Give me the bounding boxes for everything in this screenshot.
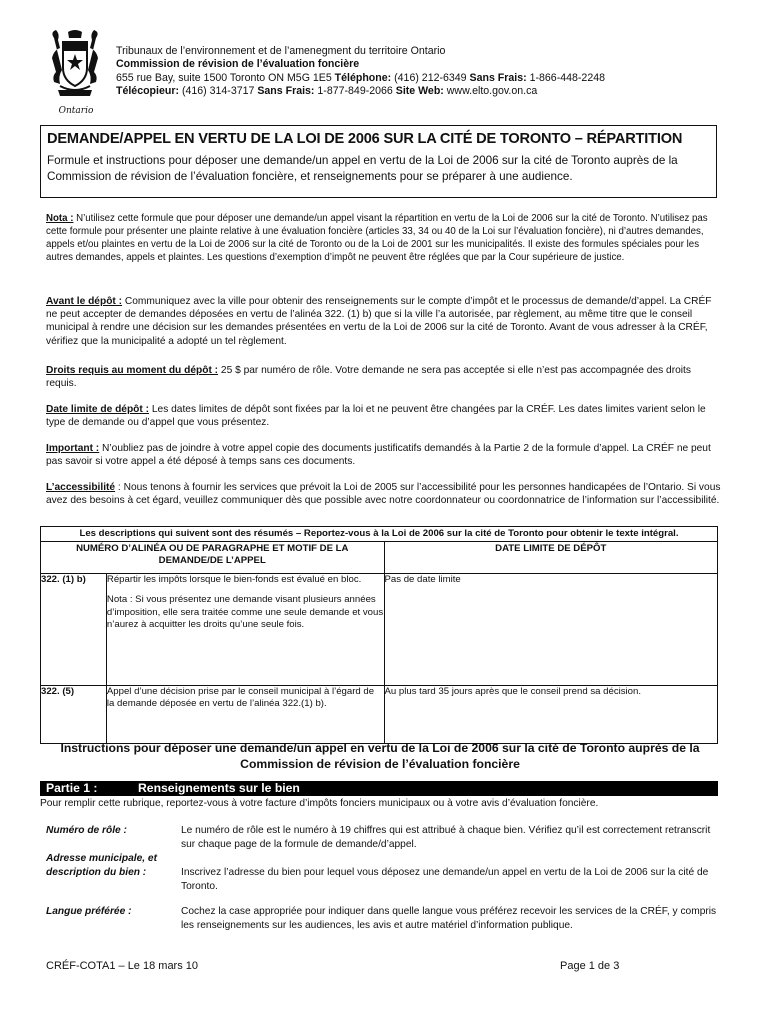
table-header-row — [41, 542, 718, 574]
definition-text: Le numéro de rôle est le numéro à 19 chiffres qui est attribué à chaque bien. Vérifiez qu’il est correctement retranscrit sur chaque page de la formule de demande/d’appel. — [181, 825, 711, 850]
table-banner-row — [41, 527, 718, 542]
summary-table — [40, 526, 718, 744]
deadline-cell: Au plus tard 35 jours après que le conseil prend sa décision. — [384, 686, 718, 744]
form-code-footer: CRÉF-COTA1 – Le 18 mars 10 — [46, 960, 199, 972]
logo-caption: Ontario — [58, 106, 94, 116]
definition-text: Inscrivez l’adresse du bien pour lequel vous déposez une demande/un appel en vertu de la Loi de 2006 sur la cité de Toronto. — [181, 867, 709, 892]
nota-paragraph: Nota : N’utilisez cette formule que pour déposer une demande/un appel visant la répartition en vertu de la Loi de 2006 sur la cité de Toronto. N’utilisez pas cette formule pour présenter une plainte relative à une évaluation foncière (articles 33, 34 ou 40 de la Loi sur l’évaluation foncière), ni d’autres demandes, appels et/ou plaintes en vertu de la Loi de 2006 sur la cité de Toronto ou de la Loi de 2001 sur les municipalités. Il existe des formules spéciales pour les autres demandes, appels et plaintes. Les questions d’exemption d’impôt ne peuvent être réglées que par la Cour supérieure de justice. — [46, 213, 708, 264]
part1-header-bar — [40, 781, 718, 796]
reason-cell: Appel d’une décision prise par le conseil municipal à l’égard de la demande déposée en vertu de l’alinéa 322.(1) b). — [106, 686, 384, 744]
deadline-cell: Pas de date limite — [384, 574, 718, 686]
contact-line: Télécopieur: (416) 314-3717 Sans Frais: 1-877-849-2066 Site Web: www.elto.gov.on.ca — [116, 85, 538, 98]
reason-text: Répartir les impôts lorsque le bien-fonds est évalué en bloc. — [106, 574, 362, 585]
agency-name: Tribunaux de l’environnement et de l’amenegment du territoire Ontario — [116, 45, 446, 57]
part1-title: Renseignements sur le bien — [138, 781, 300, 795]
section-number: 322. (5) — [41, 686, 107, 744]
table-banner: Les descriptions qui suivent sont des résumés – Reportez-vous à la Loi de 2006 sur la cité de Toronto pour obtenir le texte intégral. — [41, 527, 718, 542]
important-paragraph: Important : N’oubliez pas de joindre à votre appel copie des documents justificatifs demandés à la Partie 2 de la formule d’appel. La CRÉF ne peut pas savoir si votre appel a été déposé à temps sans ces documents. — [46, 443, 711, 468]
accessibility-paragraph: L’accessibilité : Nous tenons à fournir les services que prévoit la Loi de 2005 sur l’accessibilité pour les personnes handicapées de l’Ontario. Si vous avez des besoins à cet égard, veuillez communiquer dès que possible avec notre coordonnateur ou coordonnatrice de l’information sur l’accessibilité. — [46, 482, 721, 507]
definition-term: Numéro de rôle : — [46, 825, 127, 836]
part1-label: Partie 1 : — [46, 781, 98, 795]
fees-paragraph: Droits requis au moment du dépôt : 25 $ par numéro de rôle. Votre demande ne sera pas acceptée si elle n’est pas accompagnée des droits requis. — [46, 365, 691, 390]
page-number-footer: Page 1 de 3 — [560, 960, 620, 972]
deadline-paragraph: Date limite de dépôt : Les dates limites de dépôt sont fixées par la loi et ne peuvent être changées par la CRÉF. Les dates limites varient selon le type de demande ou d’appel que vous présentez. — [46, 404, 706, 429]
table-row — [41, 574, 718, 686]
document-title: DEMANDE/APPEL EN VERTU DE LA LOI DE 2006 SUR LA CITÉ DE TORONTO – RÉPARTITION — [47, 131, 683, 147]
before-filing-paragraph: Avant le dépôt : Communiquez avec la ville pour obtenir des renseignements sur le compte d’impôt et le processus de demande/d’appel. La CRÉF ne peut accepter de demandes déposées en vertu de l’alinéa 322. (1) b) que si la ville l’a autorisée, par règlement, au même titre que le conseil municipal à rendre une décision sur les demandes présentées en vertu de la Loi de 2006 sur la cité de Toronto. Avant de vous adresser à la CRÉF, vérifiez que la municipalité a adopté un tel règlement. — [46, 296, 712, 347]
definition-text: Cochez la case appropriée pour indiquer dans quelle langue vous préférez recevoir les services de la CRÉF, y compris les renseignements sur les audiences, les avis et autre matériel d’information publique. — [181, 906, 717, 931]
address-line: 655 rue Bay, suite 1500 Toronto ON M5G 1E5 Téléphone: (416) 212-6349 Sans Frais: 1-866-448-2248 — [116, 71, 605, 84]
definition-term: Langue préférée : — [46, 906, 132, 917]
instructions-heading: Instructions pour déposer une demande/un appel en vertu de la Loi de 2006 sur la cité de Toronto auprès de la Commission de révision de l’évaluation foncière — [60, 741, 700, 771]
board-name: Commission de révision de l’évaluation foncière — [116, 58, 360, 71]
column-header-reason: NUMÉRO D’ALINÉA OU DE PARAGRAPHE ET MOTIF DE LA DEMANDE/DE L’APPEL — [41, 542, 385, 574]
table-row — [41, 686, 718, 744]
reason-note: Nota : Si vous présentez une demande visant plusieurs années d’imposition, elle sera traitée comme une seule demande et vous n’aurez à acquitter les droits qu’une seule fois. — [106, 594, 384, 631]
title-box — [40, 125, 717, 198]
document-subtitle: Formule et instructions pour déposer une demande/un appel en vertu de la Loi de 2006 sur la cité de Toronto auprès de la Commission de révision de l’évaluation foncière, et renseignements pour se préparer à une audience. — [47, 154, 678, 183]
definition-term: Adresse municipale, et description du bien : — [46, 853, 157, 878]
column-header-deadline: DATE LIMITE DE DÉPÔT — [384, 542, 718, 574]
reason-cell — [106, 574, 384, 686]
section-number: 322. (1) b) — [41, 574, 107, 686]
agency-header — [116, 45, 736, 99]
part1-intro: Pour remplir cette rubrique, reportez-vous à votre facture d’impôts fonciers municipaux ou à votre avis d’évaluation foncière. — [40, 798, 599, 809]
